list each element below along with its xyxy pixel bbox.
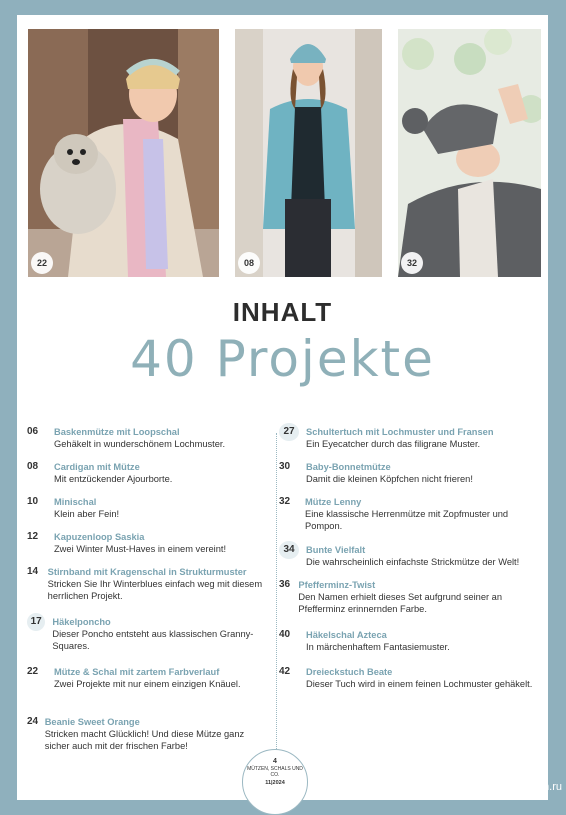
entry-page-number: 22 [27,666,39,677]
entry-page-number: 42 [279,666,291,677]
entry-title: Häkelponcho [52,617,111,627]
entry-title: Mütze & Schal mit zartem Farbverlauf [54,667,220,677]
entry-page-number: 34 [279,541,299,559]
entry-description: Mit entzückender Ajourborte. [54,474,173,484]
entry-description: Ein Eyecatcher durch das filigrane Muster. [306,439,481,449]
contents-entry[interactable] [27,496,271,520]
entry-page-number: 36 [279,579,291,590]
entry-description: Die wahrscheinlich einfachste Strickmütze der Welt! [306,557,520,567]
page-footer-badge [242,749,308,815]
contents-entry[interactable] [27,666,271,690]
photo-woman-cardigan [235,29,382,277]
contents-entry[interactable] [279,629,539,653]
entry-description: Dieser Poncho entsteht aus klassischen Granny-Squares. [52,629,254,651]
entry-text [54,461,172,485]
entry-description: Eine klassische Herrenmütze mit Zopfmuster und Pompon. [305,509,509,531]
photo-image [235,29,382,277]
entry-description: Stricken macht Glücklich! Und diese Mütze ganz sicher auch mit der frischen Farbe! [44,729,245,751]
entry-title: Beanie Sweet Orange [44,717,140,727]
contents-entry[interactable] [279,579,539,615]
entry-page-number: 32 [279,496,291,507]
contents-entry[interactable] [27,531,271,555]
entry-description: Gehäkelt in wunderschönem Lochmuster. [54,439,226,449]
contents-entry[interactable] [27,566,271,602]
issue-number: 11|2024 [265,780,285,786]
entry-page-number: 14 [27,566,39,577]
entry-text [306,426,494,450]
entry-text [45,716,271,752]
entry-title: Pfefferminz-Twist [298,580,376,590]
contents-entry[interactable] [279,426,539,450]
entry-text [298,579,539,615]
entry-title: Cardigan mit Mütze [54,462,140,472]
page-number: 4 [273,758,277,765]
entry-text [54,531,226,555]
entry-text [54,426,225,450]
entry-title: Bunte Vielfalt [306,545,366,555]
entry-description: Dieser Tuch wird in einem feinen Lochmuster gehäkelt. [306,679,533,689]
entry-page-number: 08 [27,461,39,472]
entry-text [54,666,241,690]
entry-text [305,496,539,532]
entry-description: Stricken Sie Ihr Winterblues einfach weg mit diesem herrlichen Projekt. [47,579,263,601]
entry-title: Dreieckstuch Beate [306,667,393,677]
contents-entry[interactable] [27,716,271,752]
entry-description: Den Namen erhielt dieses Set aufgrund seiner an Pfefferminz erinnernden Farbe. [298,592,503,614]
entry-text [306,461,473,485]
column-divider [276,433,277,763]
page-badge: 32 [401,252,423,274]
photo-woman-with-dog [28,29,219,277]
entry-page-number: 17 [27,613,45,631]
photo-image [398,29,541,277]
entry-title: Baby-Bonnetmütze [306,462,391,472]
entry-text [306,544,519,568]
entry-text [306,629,450,653]
contents-entry[interactable] [27,461,271,485]
photo-man-bobble-hat [398,29,541,277]
entry-page-number: 24 [27,716,39,727]
entry-title: Mütze Lenny [305,497,362,507]
contents-entry[interactable] [279,496,539,532]
contents-title: INHALT [232,297,333,327]
entry-title: Stirnband mit Kragenschal in Strukturmuster [47,567,247,577]
entry-title: Minischal [54,497,97,507]
magazine-name: MÜTZEN, SCHALS UND CO. [247,766,303,778]
entry-description: In märchenhaftem Fantasiemuster. [306,642,450,652]
entry-description: Zwei Winter Must-Haves in einem vereint! [54,544,227,554]
contents-entry[interactable] [279,461,539,485]
page-badge: 08 [238,252,260,274]
entry-page-number: 10 [27,496,39,507]
contents-entry[interactable] [27,616,271,652]
magazine-page [17,15,548,800]
entry-page-number: 12 [27,531,39,542]
entry-description: Zwei Projekte mit nur einem einzigen Knäuel. [54,679,241,689]
entry-text [48,566,271,602]
entry-description: Damit die kleinen Köpfchen nicht frieren! [306,474,473,484]
entry-page-number: 30 [279,461,291,472]
entry-title: Baskenmütze mit Loopschal [54,427,180,437]
entry-page-number: 40 [279,629,291,640]
contents-subtitle: 40 Projekte [130,330,435,388]
entry-title: Kapuzenloop Saskia [54,532,145,542]
entry-description: Klein aber Fein! [54,509,120,519]
page-badge: 22 [31,252,53,274]
contents-entry[interactable] [27,426,271,450]
entry-page-number: 06 [27,426,39,437]
entry-text [306,666,532,690]
entry-title: Häkelschal Azteca [306,630,387,640]
entry-text [54,496,119,520]
entry-text [52,616,271,652]
watermark: PassionForum.ru [478,781,562,793]
contents-entry[interactable] [279,544,539,568]
photo-image [28,29,219,277]
entry-page-number: 27 [279,423,299,441]
entry-title: Schultertuch mit Lochmuster und Fransen [306,427,494,437]
contents-entry[interactable] [279,666,539,690]
